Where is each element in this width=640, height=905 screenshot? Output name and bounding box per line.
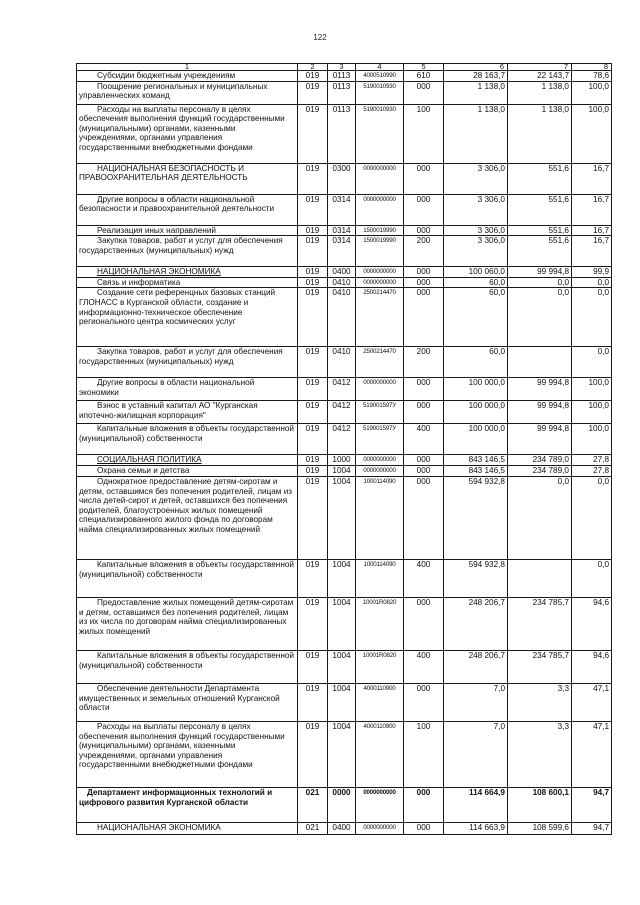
row-planned-amount: 60,0	[444, 288, 508, 347]
row-percent: 16,7	[572, 236, 612, 267]
row-target-code: 1000114090	[356, 476, 404, 559]
header-cell-5: 5	[404, 64, 444, 71]
row-target-code: 0000000000	[356, 822, 404, 834]
row-target-code: 10001R0820	[356, 597, 404, 650]
header-cell-3: 3	[328, 64, 356, 71]
row-chapter-code: 019	[298, 71, 328, 82]
row-actual-amount: 99 994,8	[508, 378, 572, 401]
row-planned-amount: 248 206,7	[444, 597, 508, 650]
row-percent: 100,0	[572, 104, 612, 163]
row-name: Реализация иных направлений	[77, 225, 298, 236]
row-percent: 0,0	[572, 559, 612, 597]
row-target-code: 0000000000	[356, 787, 404, 822]
row-chapter-code: 019	[298, 650, 328, 683]
row-expense-type: 000	[404, 683, 444, 721]
table-row	[77, 650, 612, 683]
row-name-text: СОЦИАЛЬНАЯ ПОЛИТИКА	[97, 455, 202, 465]
row-percent: 100,0	[572, 81, 612, 104]
row-name: Закупка товаров, работ и услуг для обеспечения государственных (муниципальных) нужд	[77, 236, 298, 267]
row-planned-amount: 248 206,7	[444, 650, 508, 683]
row-target-code: 0000000000	[356, 163, 404, 194]
table-row	[77, 597, 612, 650]
table-row	[77, 104, 612, 163]
row-expense-type: 000	[404, 378, 444, 401]
row-planned-amount: 100 000,0	[444, 401, 508, 424]
row-chapter-code: 019	[298, 81, 328, 104]
table-row	[77, 401, 612, 424]
row-chapter-code: 019	[298, 236, 328, 267]
row-section-code: 0113	[328, 81, 356, 104]
table-row	[77, 466, 612, 477]
row-target-code: 4000510990	[356, 71, 404, 82]
row-percent: 16,7	[572, 163, 612, 194]
row-name: Капитальные вложения в объекты государственной (муниципальной) собственности	[77, 424, 298, 455]
row-name: Субсидии бюджетным учреждениям	[77, 71, 298, 82]
row-section-code: 1004	[328, 683, 356, 721]
row-percent: 0,0	[572, 347, 612, 378]
row-name-text: НАЦИОНАЛЬНАЯ ЭКОНОМИКА	[97, 267, 221, 277]
row-chapter-code: 019	[298, 378, 328, 401]
row-planned-amount: 3 306,0	[444, 225, 508, 236]
row-chapter-code: 019	[298, 225, 328, 236]
row-expense-type: 100	[404, 721, 444, 787]
row-section-code: 0113	[328, 104, 356, 163]
row-planned-amount: 114 663,9	[444, 822, 508, 834]
row-expense-type: 610	[404, 71, 444, 82]
row-target-code: 10001R0820	[356, 650, 404, 683]
row-name: Капитальные вложения в объекты государственной (муниципальной) собственности	[77, 650, 298, 683]
table-row	[77, 288, 612, 347]
row-percent: 100,0	[572, 424, 612, 455]
row-expense-type: 000	[404, 277, 444, 288]
row-section-code: 0314	[328, 236, 356, 267]
row-name	[77, 455, 298, 466]
row-name: Взнос в уставный капитал АО "Курганская ипотечно-жилищная корпорация"	[77, 401, 298, 424]
row-expense-type: 000	[404, 466, 444, 477]
row-section-code: 0314	[328, 225, 356, 236]
row-percent: 94,6	[572, 650, 612, 683]
row-target-code: 5190010930	[356, 104, 404, 163]
row-percent: 16,7	[572, 225, 612, 236]
row-actual-amount: 0,0	[508, 476, 572, 559]
row-target-code: 0000000000	[356, 466, 404, 477]
row-actual-amount: 551,6	[508, 194, 572, 225]
row-name: Закупка товаров, работ и услуг для обеспечения государственных (муниципальных) нужд	[77, 347, 298, 378]
header-cell-2: 2	[298, 64, 328, 71]
row-actual-amount: 0,0	[508, 277, 572, 288]
row-target-code: 2500214470	[356, 347, 404, 378]
table-row	[77, 163, 612, 194]
row-expense-type: 000	[404, 288, 444, 347]
row-percent: 94,7	[572, 787, 612, 822]
row-planned-amount: 1 138,0	[444, 81, 508, 104]
row-section-code: 0410	[328, 347, 356, 378]
row-expense-type: 000	[404, 401, 444, 424]
row-percent: 99,9	[572, 267, 612, 278]
row-expense-type: 000	[404, 597, 444, 650]
row-name: Предоставление жилых помещений детям-сиротам и детям, оставшимся без попечения родителей, лицам из их числа по договорам найма специализированных жилых помещений	[77, 597, 298, 650]
row-planned-amount: 3 306,0	[444, 163, 508, 194]
row-section-code: 0314	[328, 194, 356, 225]
row-name: Связь и информатика	[77, 277, 298, 288]
table-row	[77, 277, 612, 288]
header-row	[77, 64, 612, 71]
row-actual-amount: 99 994,8	[508, 267, 572, 278]
row-planned-amount: 7,0	[444, 683, 508, 721]
row-expense-type: 000	[404, 476, 444, 559]
header-cell-1: 1	[77, 64, 298, 71]
row-section-code: 1004	[328, 721, 356, 787]
row-target-code: 4000110900	[356, 721, 404, 787]
row-name: Расходы на выплаты персоналу в целях обеспечения выполнения функций государственными (муниципальными) органами, казенными учреждениями, органами управления государственными внебюджетными фондами	[77, 104, 298, 163]
row-percent: 78,6	[572, 71, 612, 82]
row-chapter-code: 019	[298, 455, 328, 466]
row-chapter-code: 019	[298, 476, 328, 559]
header-cell-7: 7	[508, 64, 572, 71]
row-chapter-code: 019	[298, 194, 328, 225]
row-name: НАЦИОНАЛЬНАЯ ЭКОНОМИКА	[77, 822, 298, 834]
table-row	[77, 71, 612, 82]
row-chapter-code: 019	[298, 559, 328, 597]
row-planned-amount: 7,0	[444, 721, 508, 787]
row-chapter-code: 021	[298, 787, 328, 822]
row-chapter-code: 021	[298, 822, 328, 834]
row-section-code: 0400	[328, 267, 356, 278]
row-percent: 27,8	[572, 466, 612, 477]
row-expense-type: 200	[404, 236, 444, 267]
row-actual-amount: 99 994,8	[508, 401, 572, 424]
row-section-code: 0412	[328, 378, 356, 401]
row-chapter-code: 019	[298, 721, 328, 787]
row-expense-type: 000	[404, 163, 444, 194]
row-chapter-code: 019	[298, 424, 328, 455]
row-planned-amount: 3 306,0	[444, 236, 508, 267]
table-row	[77, 787, 612, 822]
page-number: 122	[313, 33, 327, 42]
row-name: Капитальные вложения в объекты государственной (муниципальной) собственности	[77, 559, 298, 597]
header-cell-8: 8	[572, 64, 612, 71]
table-row	[77, 424, 612, 455]
row-actual-amount: 1 138,0	[508, 104, 572, 163]
row-actual-amount: 551,6	[508, 225, 572, 236]
row-section-code: 0400	[328, 822, 356, 834]
row-actual-amount: 551,6	[508, 236, 572, 267]
row-target-code: 1000114090	[356, 559, 404, 597]
row-name: Другие вопросы в области национальной экономики	[77, 378, 298, 401]
row-name: Создание сети референцных базовых станций ГЛОНАСС в Курганской области, создание и информационно-техническое обеспечение регионального центра космических услуг	[77, 288, 298, 347]
row-expense-type: 000	[404, 267, 444, 278]
row-section-code: 1000	[328, 455, 356, 466]
row-percent: 100,0	[572, 401, 612, 424]
row-expense-type: 000	[404, 194, 444, 225]
row-target-code: 1500019990	[356, 236, 404, 267]
row-target-code: 0000000000	[356, 378, 404, 401]
row-planned-amount: 100 060,0	[444, 267, 508, 278]
row-section-code: 0113	[328, 71, 356, 82]
row-expense-type: 400	[404, 424, 444, 455]
row-percent: 16,7	[572, 194, 612, 225]
row-actual-amount: 234 789,0	[508, 455, 572, 466]
row-target-code: 4000110900	[356, 683, 404, 721]
row-actual-amount: 22 143,7	[508, 71, 572, 82]
row-actual-amount: 0,0	[508, 288, 572, 347]
row-expense-type: 000	[404, 225, 444, 236]
row-name: Поощрение региональных и муниципальных управленческих команд	[77, 81, 298, 104]
row-chapter-code: 019	[298, 683, 328, 721]
row-percent: 100,0	[572, 378, 612, 401]
row-planned-amount: 843 146,5	[444, 466, 508, 477]
row-actual-amount: 3,3	[508, 683, 572, 721]
row-expense-type: 000	[404, 787, 444, 822]
table-row	[77, 683, 612, 721]
row-chapter-code: 019	[298, 277, 328, 288]
table-row	[77, 347, 612, 378]
row-planned-amount: 28 163,7	[444, 71, 508, 82]
row-actual-amount	[508, 559, 572, 597]
table-row	[77, 455, 612, 466]
row-section-code: 0410	[328, 277, 356, 288]
row-percent: 0,0	[572, 277, 612, 288]
row-section-code: 1004	[328, 650, 356, 683]
header-cell-4: 4	[356, 64, 404, 71]
row-section-code: 1004	[328, 476, 356, 559]
row-actual-amount: 99 994,8	[508, 424, 572, 455]
row-name: Департамент информационных технологий и цифрового развития Курганской области	[77, 787, 298, 822]
header-cell-6: 6	[444, 64, 508, 71]
row-target-code: 0000000000	[356, 455, 404, 466]
row-actual-amount: 3,3	[508, 721, 572, 787]
row-expense-type: 000	[404, 455, 444, 466]
row-expense-type: 000	[404, 822, 444, 834]
row-percent: 94,6	[572, 597, 612, 650]
table-row	[77, 267, 612, 278]
row-actual-amount: 108 600,1	[508, 787, 572, 822]
row-section-code: 0412	[328, 424, 356, 455]
row-planned-amount: 1 138,0	[444, 104, 508, 163]
row-percent: 94,7	[572, 822, 612, 834]
row-actual-amount: 234 789,0	[508, 466, 572, 477]
row-actual-amount: 551,6	[508, 163, 572, 194]
row-planned-amount: 60,0	[444, 347, 508, 378]
row-chapter-code: 019	[298, 597, 328, 650]
row-planned-amount: 60,0	[444, 277, 508, 288]
table-row	[77, 194, 612, 225]
row-target-code: 5190010930	[356, 81, 404, 104]
row-section-code: 0410	[328, 288, 356, 347]
row-planned-amount: 100 000,0	[444, 424, 508, 455]
row-chapter-code: 019	[298, 347, 328, 378]
table-row	[77, 721, 612, 787]
row-section-code: 1004	[328, 559, 356, 597]
row-name: Охрана семьи и детства	[77, 466, 298, 477]
row-actual-amount: 108 599,6	[508, 822, 572, 834]
row-target-code: 519001597У	[356, 424, 404, 455]
row-expense-type: 100	[404, 104, 444, 163]
row-target-code: 0000000000	[356, 194, 404, 225]
row-target-code: 2500214470	[356, 288, 404, 347]
row-name: Расходы на выплаты персоналу в целях обеспечения выполнения функций государственными (муниципальными) органами, казенными учреждениями, органами управления государственными внебюджетными фондами	[77, 721, 298, 787]
table-row	[77, 476, 612, 559]
row-percent: 0,0	[572, 476, 612, 559]
row-percent: 47,1	[572, 721, 612, 787]
row-section-code: 1004	[328, 466, 356, 477]
table-row	[77, 378, 612, 401]
row-section-code: 1004	[328, 597, 356, 650]
table-row	[77, 236, 612, 267]
row-name: НАЦИОНАЛЬНАЯ БЕЗОПАСНОСТЬ И ПРАВООХРАНИТЕЛЬНАЯ ДЕЯТЕЛЬНОСТЬ	[77, 163, 298, 194]
row-target-code: 0000000000	[356, 277, 404, 288]
row-planned-amount: 114 664,9	[444, 787, 508, 822]
row-section-code: 0412	[328, 401, 356, 424]
row-chapter-code: 019	[298, 401, 328, 424]
row-expense-type: 400	[404, 650, 444, 683]
row-planned-amount: 3 306,0	[444, 194, 508, 225]
row-planned-amount: 594 932,8	[444, 476, 508, 559]
row-expense-type: 400	[404, 559, 444, 597]
row-percent: 0,0	[572, 288, 612, 347]
row-actual-amount: 234 785,7	[508, 650, 572, 683]
row-target-code: 519001597У	[356, 401, 404, 424]
row-name: Однократное предоставление детям-сиротам и детям, оставшимся без попечения родителей, лицам из числа детей-сирот и детей, оставшихся без попечения родителей, благоустроенных жилых помещений специализированного жилого фонда по договорам найма специализированных жилых помещений	[77, 476, 298, 559]
row-planned-amount: 594 932,8	[444, 559, 508, 597]
row-planned-amount: 100 000,0	[444, 378, 508, 401]
row-target-code: 0000000000	[356, 267, 404, 278]
row-name: Обеспечение деятельности Департамента имущественных и земельных отношений Курганской области	[77, 683, 298, 721]
row-expense-type: 200	[404, 347, 444, 378]
row-expense-type: 000	[404, 81, 444, 104]
table-row	[77, 559, 612, 597]
table-row	[77, 225, 612, 236]
table-row	[77, 822, 612, 834]
row-section-code: 0300	[328, 163, 356, 194]
row-percent: 47,1	[572, 683, 612, 721]
row-chapter-code: 019	[298, 104, 328, 163]
row-chapter-code: 019	[298, 466, 328, 477]
row-chapter-code: 019	[298, 267, 328, 278]
row-actual-amount	[508, 347, 572, 378]
row-target-code: 1500019990	[356, 225, 404, 236]
row-chapter-code: 019	[298, 163, 328, 194]
row-percent: 27,8	[572, 455, 612, 466]
row-planned-amount: 843 146,5	[444, 455, 508, 466]
row-actual-amount: 234 785,7	[508, 597, 572, 650]
row-name	[77, 267, 298, 278]
row-name: Другие вопросы в области национальной безопасности и правоохранительной деятельности	[77, 194, 298, 225]
row-chapter-code: 019	[298, 288, 328, 347]
row-actual-amount: 1 138,0	[508, 81, 572, 104]
table-row	[77, 81, 612, 104]
row-section-code: 0000	[328, 787, 356, 822]
budget-table	[76, 63, 612, 835]
